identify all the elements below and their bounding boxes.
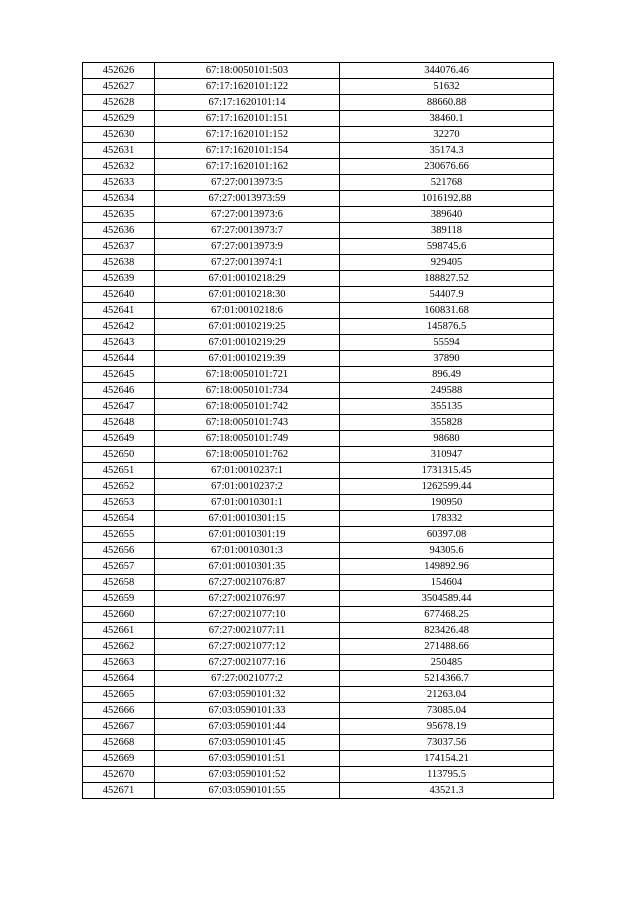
cadastral-number-cell: 67:01:0010219:25 <box>155 319 340 335</box>
row-number-cell: 452636 <box>83 223 155 239</box>
value-cell: 160831.68 <box>340 303 554 319</box>
value-cell: 37890 <box>340 351 554 367</box>
row-number-cell: 452644 <box>83 351 155 367</box>
value-cell: 88660.88 <box>340 95 554 111</box>
row-number-cell: 452639 <box>83 271 155 287</box>
row-number-cell: 452626 <box>83 63 155 79</box>
table-row <box>83 319 554 335</box>
row-number-cell: 452649 <box>83 431 155 447</box>
row-number-cell: 452651 <box>83 463 155 479</box>
value-cell: 3504589.44 <box>340 591 554 607</box>
table-row <box>83 703 554 719</box>
table-row <box>83 383 554 399</box>
cadastral-number-cell: 67:01:0010218:30 <box>155 287 340 303</box>
cadastral-number-cell: 67:27:0021076:87 <box>155 575 340 591</box>
value-cell: 230676.66 <box>340 159 554 175</box>
table-row <box>83 559 554 575</box>
cadastral-number-cell: 67:18:0050101:743 <box>155 415 340 431</box>
cadastral-number-cell: 67:27:0013973:9 <box>155 239 340 255</box>
row-number-cell: 452657 <box>83 559 155 575</box>
row-number-cell: 452659 <box>83 591 155 607</box>
value-cell: 73037.56 <box>340 735 554 751</box>
cadastral-number-cell: 67:27:0021077:11 <box>155 623 340 639</box>
value-cell: 145876.5 <box>340 319 554 335</box>
value-cell: 1016192.88 <box>340 191 554 207</box>
row-number-cell: 452628 <box>83 95 155 111</box>
table-row <box>83 591 554 607</box>
table-row <box>83 239 554 255</box>
value-cell: 32270 <box>340 127 554 143</box>
table-body <box>83 63 554 799</box>
cadastral-number-cell: 67:17:1620101:152 <box>155 127 340 143</box>
value-cell: 250485 <box>340 655 554 671</box>
value-cell: 73085.04 <box>340 703 554 719</box>
table-row <box>83 751 554 767</box>
cadastral-number-cell: 67:03:0590101:44 <box>155 719 340 735</box>
cadastral-number-cell: 67:27:0013973:7 <box>155 223 340 239</box>
value-cell: 929405 <box>340 255 554 271</box>
row-number-cell: 452666 <box>83 703 155 719</box>
table-row <box>83 79 554 95</box>
value-cell: 1731315.45 <box>340 463 554 479</box>
row-number-cell: 452671 <box>83 783 155 799</box>
table-row <box>83 495 554 511</box>
row-number-cell: 452655 <box>83 527 155 543</box>
value-cell: 190950 <box>340 495 554 511</box>
table-row <box>83 111 554 127</box>
value-cell: 389640 <box>340 207 554 223</box>
cadastral-number-cell: 67:03:0590101:51 <box>155 751 340 767</box>
value-cell: 355135 <box>340 399 554 415</box>
table-row <box>83 63 554 79</box>
cadastral-number-cell: 67:27:0013973:5 <box>155 175 340 191</box>
cadastral-number-cell: 67:18:0050101:749 <box>155 431 340 447</box>
value-cell: 54407.9 <box>340 287 554 303</box>
cadastral-number-cell: 67:18:0050101:762 <box>155 447 340 463</box>
table-row <box>83 95 554 111</box>
row-number-cell: 452663 <box>83 655 155 671</box>
cadastral-number-cell: 67:17:1620101:14 <box>155 95 340 111</box>
cadastral-number-cell: 67:27:0013973:6 <box>155 207 340 223</box>
cadastral-number-cell: 67:27:0013973:59 <box>155 191 340 207</box>
row-number-cell: 452664 <box>83 671 155 687</box>
cadastral-number-cell: 67:01:0010237:1 <box>155 463 340 479</box>
row-number-cell: 452646 <box>83 383 155 399</box>
value-cell: 344076.46 <box>340 63 554 79</box>
table-row <box>83 623 554 639</box>
row-number-cell: 452654 <box>83 511 155 527</box>
cadastral-number-cell: 67:01:0010301:15 <box>155 511 340 527</box>
value-cell: 1262599.44 <box>340 479 554 495</box>
value-cell: 178332 <box>340 511 554 527</box>
table-row <box>83 143 554 159</box>
table-row <box>83 415 554 431</box>
cadastral-number-cell: 67:17:1620101:162 <box>155 159 340 175</box>
cadastral-number-cell: 67:18:0050101:742 <box>155 399 340 415</box>
table-row <box>83 207 554 223</box>
cadastral-number-cell: 67:01:0010218:29 <box>155 271 340 287</box>
cadastral-number-cell: 67:01:0010218:6 <box>155 303 340 319</box>
cadastral-value-table <box>82 62 554 799</box>
cadastral-number-cell: 67:01:0010219:29 <box>155 335 340 351</box>
row-number-cell: 452629 <box>83 111 155 127</box>
value-cell: 355828 <box>340 415 554 431</box>
table-row <box>83 335 554 351</box>
value-cell: 174154.21 <box>340 751 554 767</box>
cadastral-number-cell: 67:27:0013974:1 <box>155 255 340 271</box>
value-cell: 60397.08 <box>340 527 554 543</box>
row-number-cell: 452635 <box>83 207 155 223</box>
row-number-cell: 452662 <box>83 639 155 655</box>
cadastral-number-cell: 67:01:0010301:35 <box>155 559 340 575</box>
row-number-cell: 452647 <box>83 399 155 415</box>
value-cell: 38460.1 <box>340 111 554 127</box>
cadastral-number-cell: 67:03:0590101:32 <box>155 687 340 703</box>
value-cell: 95678.19 <box>340 719 554 735</box>
value-cell: 113795.5 <box>340 767 554 783</box>
row-number-cell: 452665 <box>83 687 155 703</box>
row-number-cell: 452648 <box>83 415 155 431</box>
row-number-cell: 452670 <box>83 767 155 783</box>
cadastral-number-cell: 67:18:0050101:503 <box>155 63 340 79</box>
value-cell: 271488.66 <box>340 639 554 655</box>
table-row <box>83 303 554 319</box>
value-cell: 389118 <box>340 223 554 239</box>
row-number-cell: 452650 <box>83 447 155 463</box>
table-row <box>83 287 554 303</box>
value-cell: 521768 <box>340 175 554 191</box>
cadastral-number-cell: 67:01:0010301:3 <box>155 543 340 559</box>
value-cell: 823426.48 <box>340 623 554 639</box>
value-cell: 188827.52 <box>340 271 554 287</box>
table-row <box>83 735 554 751</box>
table-row <box>83 159 554 175</box>
row-number-cell: 452631 <box>83 143 155 159</box>
row-number-cell: 452641 <box>83 303 155 319</box>
table-row <box>83 351 554 367</box>
table-row <box>83 175 554 191</box>
table-row <box>83 575 554 591</box>
cadastral-number-cell: 67:18:0050101:734 <box>155 383 340 399</box>
table-row <box>83 463 554 479</box>
value-cell: 51632 <box>340 79 554 95</box>
table-row <box>83 127 554 143</box>
cadastral-number-cell: 67:01:0010219:39 <box>155 351 340 367</box>
cadastral-number-cell: 67:27:0021077:16 <box>155 655 340 671</box>
row-number-cell: 452632 <box>83 159 155 175</box>
row-number-cell: 452638 <box>83 255 155 271</box>
table-row <box>83 767 554 783</box>
table-row <box>83 687 554 703</box>
value-cell: 98680 <box>340 431 554 447</box>
row-number-cell: 452640 <box>83 287 155 303</box>
cadastral-number-cell: 67:03:0590101:55 <box>155 783 340 799</box>
row-number-cell: 452661 <box>83 623 155 639</box>
row-number-cell: 452652 <box>83 479 155 495</box>
value-cell: 43521.3 <box>340 783 554 799</box>
cadastral-number-cell: 67:17:1620101:154 <box>155 143 340 159</box>
table-row <box>83 639 554 655</box>
value-cell: 5214366.7 <box>340 671 554 687</box>
table-row <box>83 399 554 415</box>
row-number-cell: 452643 <box>83 335 155 351</box>
row-number-cell: 452669 <box>83 751 155 767</box>
cadastral-number-cell: 67:03:0590101:52 <box>155 767 340 783</box>
table-row <box>83 431 554 447</box>
cadastral-number-cell: 67:03:0590101:33 <box>155 703 340 719</box>
row-number-cell: 452645 <box>83 367 155 383</box>
table-row <box>83 655 554 671</box>
value-cell: 21263.04 <box>340 687 554 703</box>
row-number-cell: 452630 <box>83 127 155 143</box>
row-number-cell: 452656 <box>83 543 155 559</box>
table-row <box>83 271 554 287</box>
table-row <box>83 191 554 207</box>
value-cell: 896.49 <box>340 367 554 383</box>
row-number-cell: 452642 <box>83 319 155 335</box>
table-row <box>83 671 554 687</box>
value-cell: 598745.6 <box>340 239 554 255</box>
row-number-cell: 452668 <box>83 735 155 751</box>
table-row <box>83 527 554 543</box>
value-cell: 249588 <box>340 383 554 399</box>
table-row <box>83 719 554 735</box>
table-row <box>83 367 554 383</box>
cadastral-number-cell: 67:01:0010237:2 <box>155 479 340 495</box>
row-number-cell: 452653 <box>83 495 155 511</box>
table-row <box>83 543 554 559</box>
cadastral-number-cell: 67:27:0021077:10 <box>155 607 340 623</box>
row-number-cell: 452658 <box>83 575 155 591</box>
cadastral-number-cell: 67:27:0021077:2 <box>155 671 340 687</box>
table-row <box>83 255 554 271</box>
table-row <box>83 511 554 527</box>
value-cell: 55594 <box>340 335 554 351</box>
table-row <box>83 783 554 799</box>
value-cell: 35174.3 <box>340 143 554 159</box>
value-cell: 677468.25 <box>340 607 554 623</box>
value-cell: 310947 <box>340 447 554 463</box>
value-cell: 149892.96 <box>340 559 554 575</box>
cadastral-number-cell: 67:17:1620101:151 <box>155 111 340 127</box>
row-number-cell: 452660 <box>83 607 155 623</box>
value-cell: 94305.6 <box>340 543 554 559</box>
table-row <box>83 479 554 495</box>
cadastral-number-cell: 67:27:0021077:12 <box>155 639 340 655</box>
cadastral-number-cell: 67:01:0010301:1 <box>155 495 340 511</box>
cadastral-number-cell: 67:17:1620101:122 <box>155 79 340 95</box>
cadastral-number-cell: 67:03:0590101:45 <box>155 735 340 751</box>
value-cell: 154604 <box>340 575 554 591</box>
row-number-cell: 452633 <box>83 175 155 191</box>
table-row <box>83 447 554 463</box>
row-number-cell: 452634 <box>83 191 155 207</box>
row-number-cell: 452637 <box>83 239 155 255</box>
row-number-cell: 452627 <box>83 79 155 95</box>
table-row <box>83 223 554 239</box>
row-number-cell: 452667 <box>83 719 155 735</box>
cadastral-number-cell: 67:01:0010301:19 <box>155 527 340 543</box>
cadastral-number-cell: 67:27:0021076:97 <box>155 591 340 607</box>
table-row <box>83 607 554 623</box>
cadastral-number-cell: 67:18:0050101:721 <box>155 367 340 383</box>
